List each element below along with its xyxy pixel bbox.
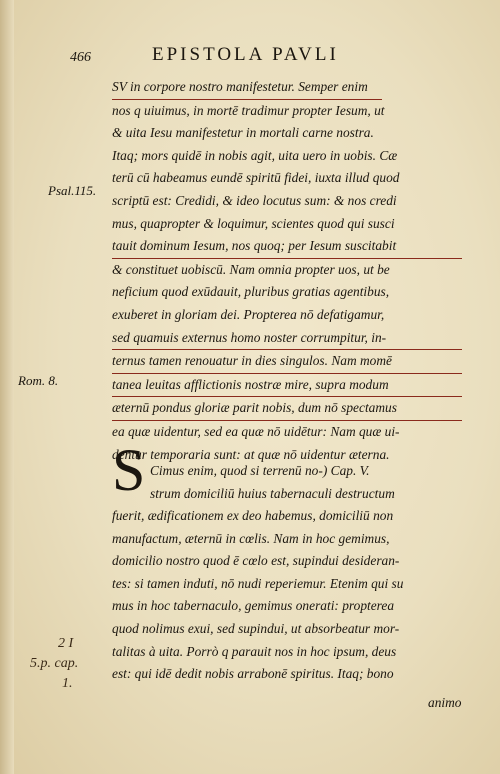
text-line: SV in corpore nostro manifestetur. Semper enim bbox=[112, 76, 382, 100]
text-line: & uita Iesu manifestetur in mortali carne nostra. bbox=[112, 125, 374, 141]
text-line: strum domiciliū huius tabernaculi destructum bbox=[150, 485, 395, 501]
text-line: talitas à uita. Porrò q parauit nos in hoc ipsum, deus bbox=[112, 643, 397, 659]
text-line: tauit dominum Iesum, nos quoq; per Iesum suscitabit bbox=[112, 235, 462, 259]
text-line: mus, quapropter & loquimur, scientes quod qui susci bbox=[112, 215, 395, 231]
catchword: animo bbox=[428, 695, 462, 710]
text-line: æternū pondus gloriæ parit nobis, dum nō spectamus bbox=[112, 397, 462, 421]
page-number: 466 bbox=[70, 50, 91, 65]
text-line: manufactum, æternū in cœlis. Nam in hoc gemimus, bbox=[112, 530, 390, 546]
margin-note-romans: Rom. 8. bbox=[18, 373, 59, 388]
text-line: quod nolimus exui, sed supindui, ut absorbeatur mor- bbox=[112, 620, 400, 636]
text-line: mus in hoc tabernaculo, gemimus onerati: propterea bbox=[112, 598, 395, 614]
text-line: sed quamuis externus homo noster corrumpitur, in- bbox=[112, 327, 462, 351]
page-edge-shadow bbox=[0, 0, 14, 774]
text-line: neficium quod exūdauit, pluribus gratias agentibus, bbox=[112, 284, 390, 300]
text-line: tes: si tamen induti, nō nudi reperiemur. Etenim qui su bbox=[112, 575, 404, 591]
handwritten-note-3: 1. bbox=[62, 676, 73, 691]
handwritten-note-2: 5.p. cap. bbox=[30, 656, 79, 671]
chapter-text-block bbox=[112, 505, 462, 686]
margin-note-psalm: Psal.115. bbox=[48, 183, 97, 198]
chapter-first-line: Cimus enim, quod si terrenū no-) Cap. V. bbox=[150, 463, 370, 478]
text-line: ternus tamen renouatur in dies singulos. Nam momē bbox=[112, 350, 462, 374]
body-text-block bbox=[112, 76, 462, 466]
text-line: terū cū habeamus eundē spiritū fidei, iuxta illud quod bbox=[112, 170, 400, 186]
text-line: est: qui idē dedit nobis arrabonē spiritus. Itaq; bono bbox=[112, 666, 394, 682]
handwritten-note-1: 2 I bbox=[58, 636, 74, 651]
text-line: fuerit, ædificationem ex deo habemus, domiciliū non bbox=[112, 508, 394, 523]
text-line: domicilio nostro quod ē cœlo est, supindui desideran- bbox=[112, 553, 400, 569]
text-line: scriptū est: Credidi, & ideo locutus sum: & nos credi bbox=[112, 192, 397, 208]
text-line: tanea leuitas afflictionis nostræ mire, supra modum bbox=[112, 374, 462, 398]
text-line: nos q uiuimus, in mortē tradimur propter Iesum, ut bbox=[112, 102, 385, 118]
running-title: EPISTOLA PAVLI bbox=[152, 44, 339, 65]
text-line: exuberet in gloriam dei. Propterea nō defatigamur, bbox=[112, 306, 385, 322]
drop-cap: S bbox=[112, 437, 146, 503]
text-line: dentur temporaria sunt: at quæ nō uidentur æterna. bbox=[112, 446, 390, 462]
chapter-first-line-block bbox=[150, 460, 462, 505]
text-line: Itaq; mors quidē in nobis agit, uita uero in uobis. Cæ bbox=[112, 147, 398, 163]
text-line: ea quæ uidentur, sed ea quæ nō uidētur: Nam quæ ui- bbox=[112, 423, 400, 439]
text-line: & constituet uobiscū. Nam omnia propter uos, ut be bbox=[112, 261, 390, 277]
